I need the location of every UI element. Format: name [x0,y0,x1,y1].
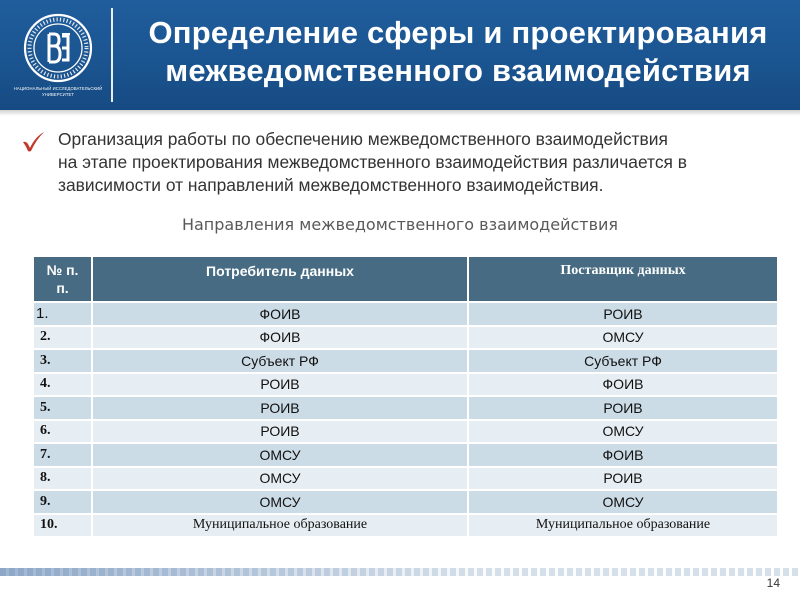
intro-line1: Организация работы по обеспечению межведомственного взаимодействия [58,129,668,149]
row-num: 1. [33,302,92,326]
row-provider: Субъект РФ [468,349,778,373]
logo-caption-line1: НАЦИОНАЛЬНЫЙ ИССЛЕДОВАТЕЛЬСКИЙ [13,86,103,91]
header-num [33,256,92,302]
header-consumer [92,256,468,302]
table-row [33,302,778,326]
title-line2: межведомственного взаимодействия [165,53,751,88]
page-number: 14 [766,576,780,590]
directions-table [32,255,779,538]
header-divider [111,8,113,102]
row-provider: ОМСУ [468,326,778,350]
header-provider-label: Поставщик данных [560,263,686,278]
title-line1: Определение сферы и проектирования [148,15,768,50]
row-consumer: ФОИВ [92,302,468,326]
hse-emblem-icon [18,12,98,84]
row-consumer: ОМСУ [92,443,468,467]
page-title [118,14,798,90]
table-row [33,326,778,350]
table-row [33,443,778,467]
row-provider: ОМСУ [468,490,778,514]
table-row [33,490,778,514]
intro-line3: зависимости от направлений межведомственного взаимодействия. [58,175,604,195]
row-num: 8. [33,467,92,491]
row-provider: ОМСУ [468,420,778,444]
logo-caption-line2: УНИВЕРСИТЕТ [41,91,75,97]
table-row [33,514,778,538]
row-consumer: Субъект РФ [92,349,468,373]
intro-text [58,128,790,197]
row-num: 4. [33,373,92,397]
header-num-line1: № п. [46,262,79,278]
checkmark-icon [20,128,48,156]
header-provider [468,256,778,302]
row-num: 10. [33,514,92,538]
table-header-row [33,256,778,302]
row-provider: ФОИВ [468,443,778,467]
header-num-line2: п. [56,280,69,296]
row-provider: РОИВ [468,396,778,420]
row-num: 6. [33,420,92,444]
row-consumer: Муниципальное образование [92,514,468,538]
table-row [33,349,778,373]
row-consumer: РОИВ [92,373,468,397]
row-num: 5. [33,396,92,420]
row-consumer: ОМСУ [92,467,468,491]
table-row [33,420,778,444]
logo-caption [8,86,108,97]
row-num: 7. [33,443,92,467]
header-shadow [0,110,800,116]
row-consumer: ОМСУ [92,490,468,514]
table-title: Направления межведомственного взаимодействия [181,215,619,234]
table-row [33,396,778,420]
row-num: 3. [33,349,92,373]
header-banner [0,0,800,110]
row-provider: РОИВ [468,302,778,326]
row-provider: ФОИВ [468,373,778,397]
row-provider: Муниципальное образование [468,514,778,538]
footer-stripe [0,568,800,576]
row-consumer: РОИВ [92,420,468,444]
university-logo [8,10,108,102]
intro-line2: на этапе проектирования межведомственного взаимодействия различается в [58,152,688,172]
table-row [33,373,778,397]
row-num: 9. [33,490,92,514]
header-consumer-label: Потребитель данных [206,263,354,279]
table-row [33,467,778,491]
row-consumer: РОИВ [92,396,468,420]
row-provider: РОИВ [468,467,778,491]
row-consumer: ФОИВ [92,326,468,350]
row-num: 2. [33,326,92,350]
